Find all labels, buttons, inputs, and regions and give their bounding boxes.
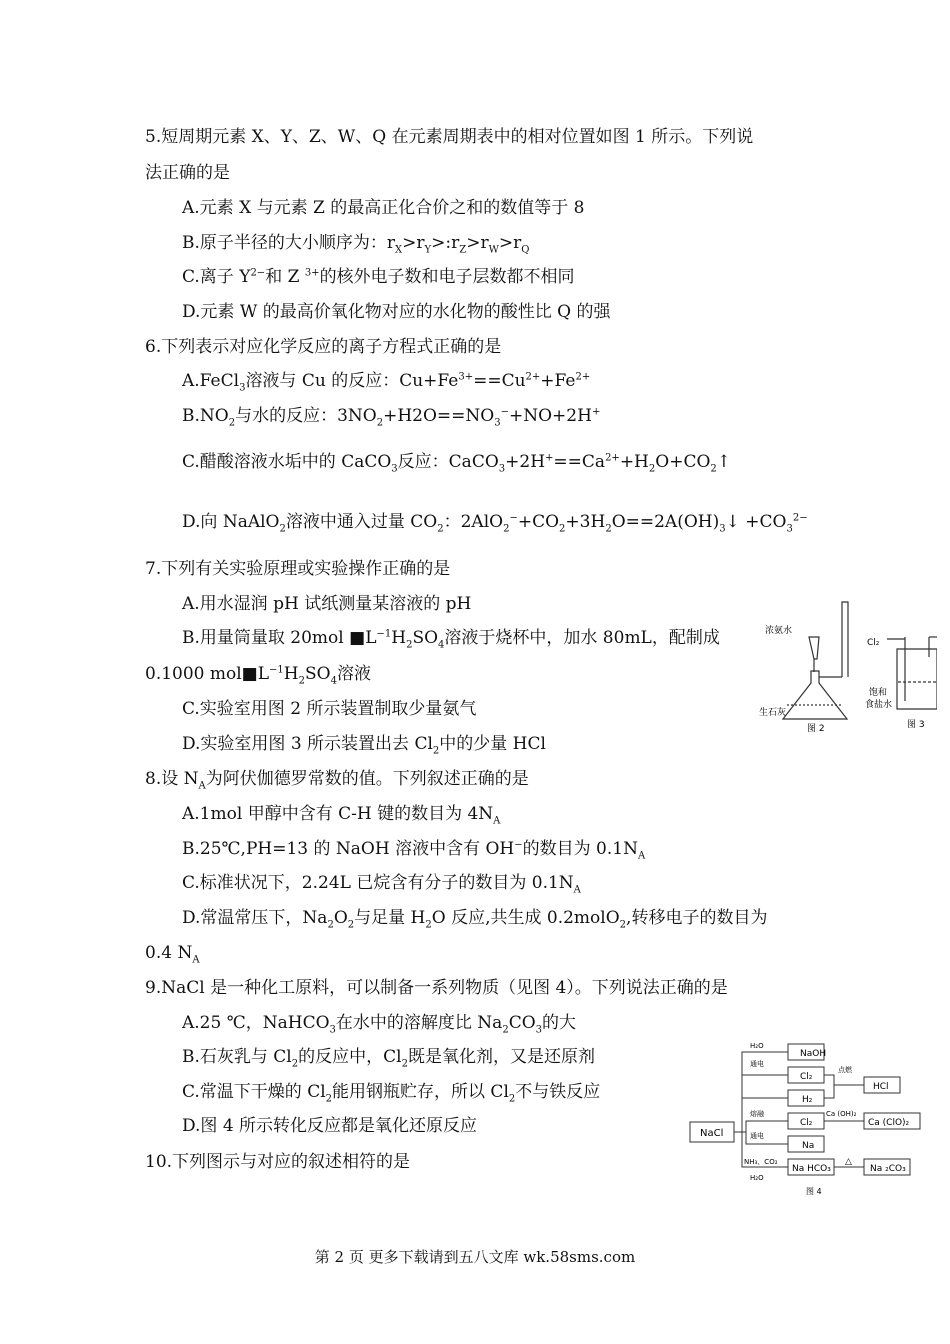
page-footer: 第 2 页 更多下载请到五八文库 wk.58sms.com [314, 1248, 636, 1266]
q5-option-d: D.元素 W 的最高价氧化物对应的水化物的酸性比 Q 的强 [182, 302, 611, 322]
q5-option-a: A.元素 X 与元素 Z 的最高正化合价之和的数值等于 8 [182, 198, 585, 218]
q5-option-c: C.离子 $Y^{2-}$和 Z $^{3+}$的核外电子数和电子层数都不相同 [182, 267, 575, 287]
fig4-delta: △ [845, 1157, 852, 1167]
fig3-caption: 图 3 [907, 720, 925, 730]
fig4-cl2-mid: Cl₂ [800, 1118, 813, 1128]
q9-option-a: A.25 ℃，NaHCO$_3$在水中的溶解度比 $Na_2CO_3$的大 [182, 1013, 577, 1036]
q9-option-d: D.图 4 所示转化反应都是氧化还原反应 [182, 1116, 478, 1136]
q7-option-b-cont: 0.1000 $mol■L^{-1}H_2SO_4$溶液 [145, 664, 371, 687]
q6-option-a: A.FeCl$_3$溶液与 Cu 的反应：$Cu+Fe^{3+}==Cu^{2+}+Fe^{2+}$ [182, 371, 591, 394]
fig4-elec-top: 通电 [750, 1060, 764, 1068]
fig4-caoh2: Ca (OH)₂ [826, 1110, 857, 1118]
q9-stem: 9.NaCl 是一种化工原料，可以制备一系列物质（见图 4）。下列说法正确的是 [145, 978, 728, 998]
fig2-caption: 图 2 [807, 724, 825, 734]
fig3-brine-label-1: 饱和 [869, 688, 888, 698]
q9-option-b: B.石灰乳与 $Cl_2$的反应中，$Cl_2$既是氧化剂，又是还原剂 [182, 1047, 595, 1070]
q5-stem-line1: 5.短周期元素 X、Y、Z、W、Q 在元素周期表中的相对位置如图 1 所示。下列说 [145, 127, 754, 147]
q6-option-b: $B.NO_2$与水的反应：$3NO_2+H2O==NO_3^-+NO+2H^+$ [182, 406, 601, 429]
fig4-naoh: NaOH [800, 1049, 827, 1059]
q7-option-b: B.用量筒量取 20mol $■L^{-1}H_2SO_4$溶液于烧杯中，加水 80mL，配制成 [182, 628, 720, 651]
q8-option-b: B.25℃,PH=13 的 NaOH 溶液中含有 OH−的数目为 $0.1N_A$ [182, 839, 646, 862]
q8-option-d-cont: 0.4 $N_A$ [145, 943, 200, 966]
fig4-cl2-top: Cl₂ [800, 1072, 813, 1082]
fig3-cl2-label: Cl₂ [867, 638, 880, 648]
fig3-brine-label-2: 食盐水 [865, 700, 893, 710]
fig4-h2o-bot: H₂O [750, 1174, 764, 1182]
fig4-h2: H₂ [802, 1095, 813, 1105]
fig4-nahco3: Na HCO₃ [792, 1164, 831, 1174]
q7-option-c: C.实验室用图 2 所示装置制取少量氨气 [182, 699, 477, 719]
fig4-na2co3: Na ₂CO₃ [870, 1164, 906, 1174]
fig4-melt: 熔融 [750, 1110, 764, 1118]
q5-option-b: B.原子半径的大小顺序为：$r_X>r_Y>:r_Z>r_W>r_Q$ [182, 233, 530, 256]
q5-stem-line2: 法正确的是 [145, 163, 230, 183]
fig2-lime-label: 生石灰 [759, 708, 787, 718]
q7-option-d: D.实验室用图 3 所示装置出去 $Cl_2$中的少量 HCl [182, 734, 546, 757]
q7-stem: 7.下列有关实验原理或实验操作正确的是 [145, 559, 451, 579]
fig4-na: Na [802, 1141, 815, 1151]
q6-option-d: D.向 NaAlO$_2$溶液中通入过量 $CO_2$：$2AlO_2^-+CO_2+3H_2O==2A(OH)_3↓ +CO_3^{2-}$ [182, 512, 808, 535]
fig4-caclo2: Ca (ClO)₂ [868, 1118, 910, 1128]
figure-4-flowchart [688, 1040, 926, 1200]
q8-option-a: A.1mol 甲醇中含有 C-H 键的数目为 $4N_A$ [182, 804, 501, 827]
q8-option-d: D.常温常压下，$Na_2O_2$与足量 $H_2O$ 反应,共生成 0.2molO$_2$,转移电子的数目为 [182, 908, 768, 931]
q9-option-c: C.常温下干燥的 $Cl_2$能用钢瓶贮存，所以 $Cl_2$不与铁反应 [182, 1082, 601, 1105]
q8-option-c: C.标准状况下，2.24L 已烷含有分子的数目为 $0.1N_A$ [182, 873, 581, 896]
q6-option-c: C.醋酸溶液水垢中的 CaCO$_3$反应：$CaCO_3+2H^+==Ca^{2+}+H_2O+CO_2↑$ [182, 452, 732, 475]
fig4-ignite: 点燃 [838, 1066, 852, 1074]
fig4-h2o-top: H₂O [750, 1042, 764, 1050]
fig4-nacl: NaCl [700, 1128, 724, 1139]
q8-stem: 8.设 $N_A$为阿伏伽德罗常数的值。下列叙述正确的是 [145, 769, 529, 792]
fig4-caption: 图 4 [806, 1187, 822, 1196]
fig4-nh3co2: NH₃、CO₂ [744, 1158, 778, 1166]
q10-stem: 10.下列图示与对应的叙述相符的是 [145, 1152, 411, 1172]
fig4-elec-mid: 通电 [750, 1132, 764, 1140]
q6-stem: 6.下列表示对应化学反应的离子方程式正确的是 [145, 337, 502, 357]
fig2-ammonia-label: 浓氨水 [765, 626, 793, 636]
q7-option-a: A.用水湿润 pH 试纸测量某溶液的 pH [182, 594, 472, 614]
fig4-hcl: HCl [873, 1082, 889, 1092]
figure-2-3 [757, 597, 937, 737]
